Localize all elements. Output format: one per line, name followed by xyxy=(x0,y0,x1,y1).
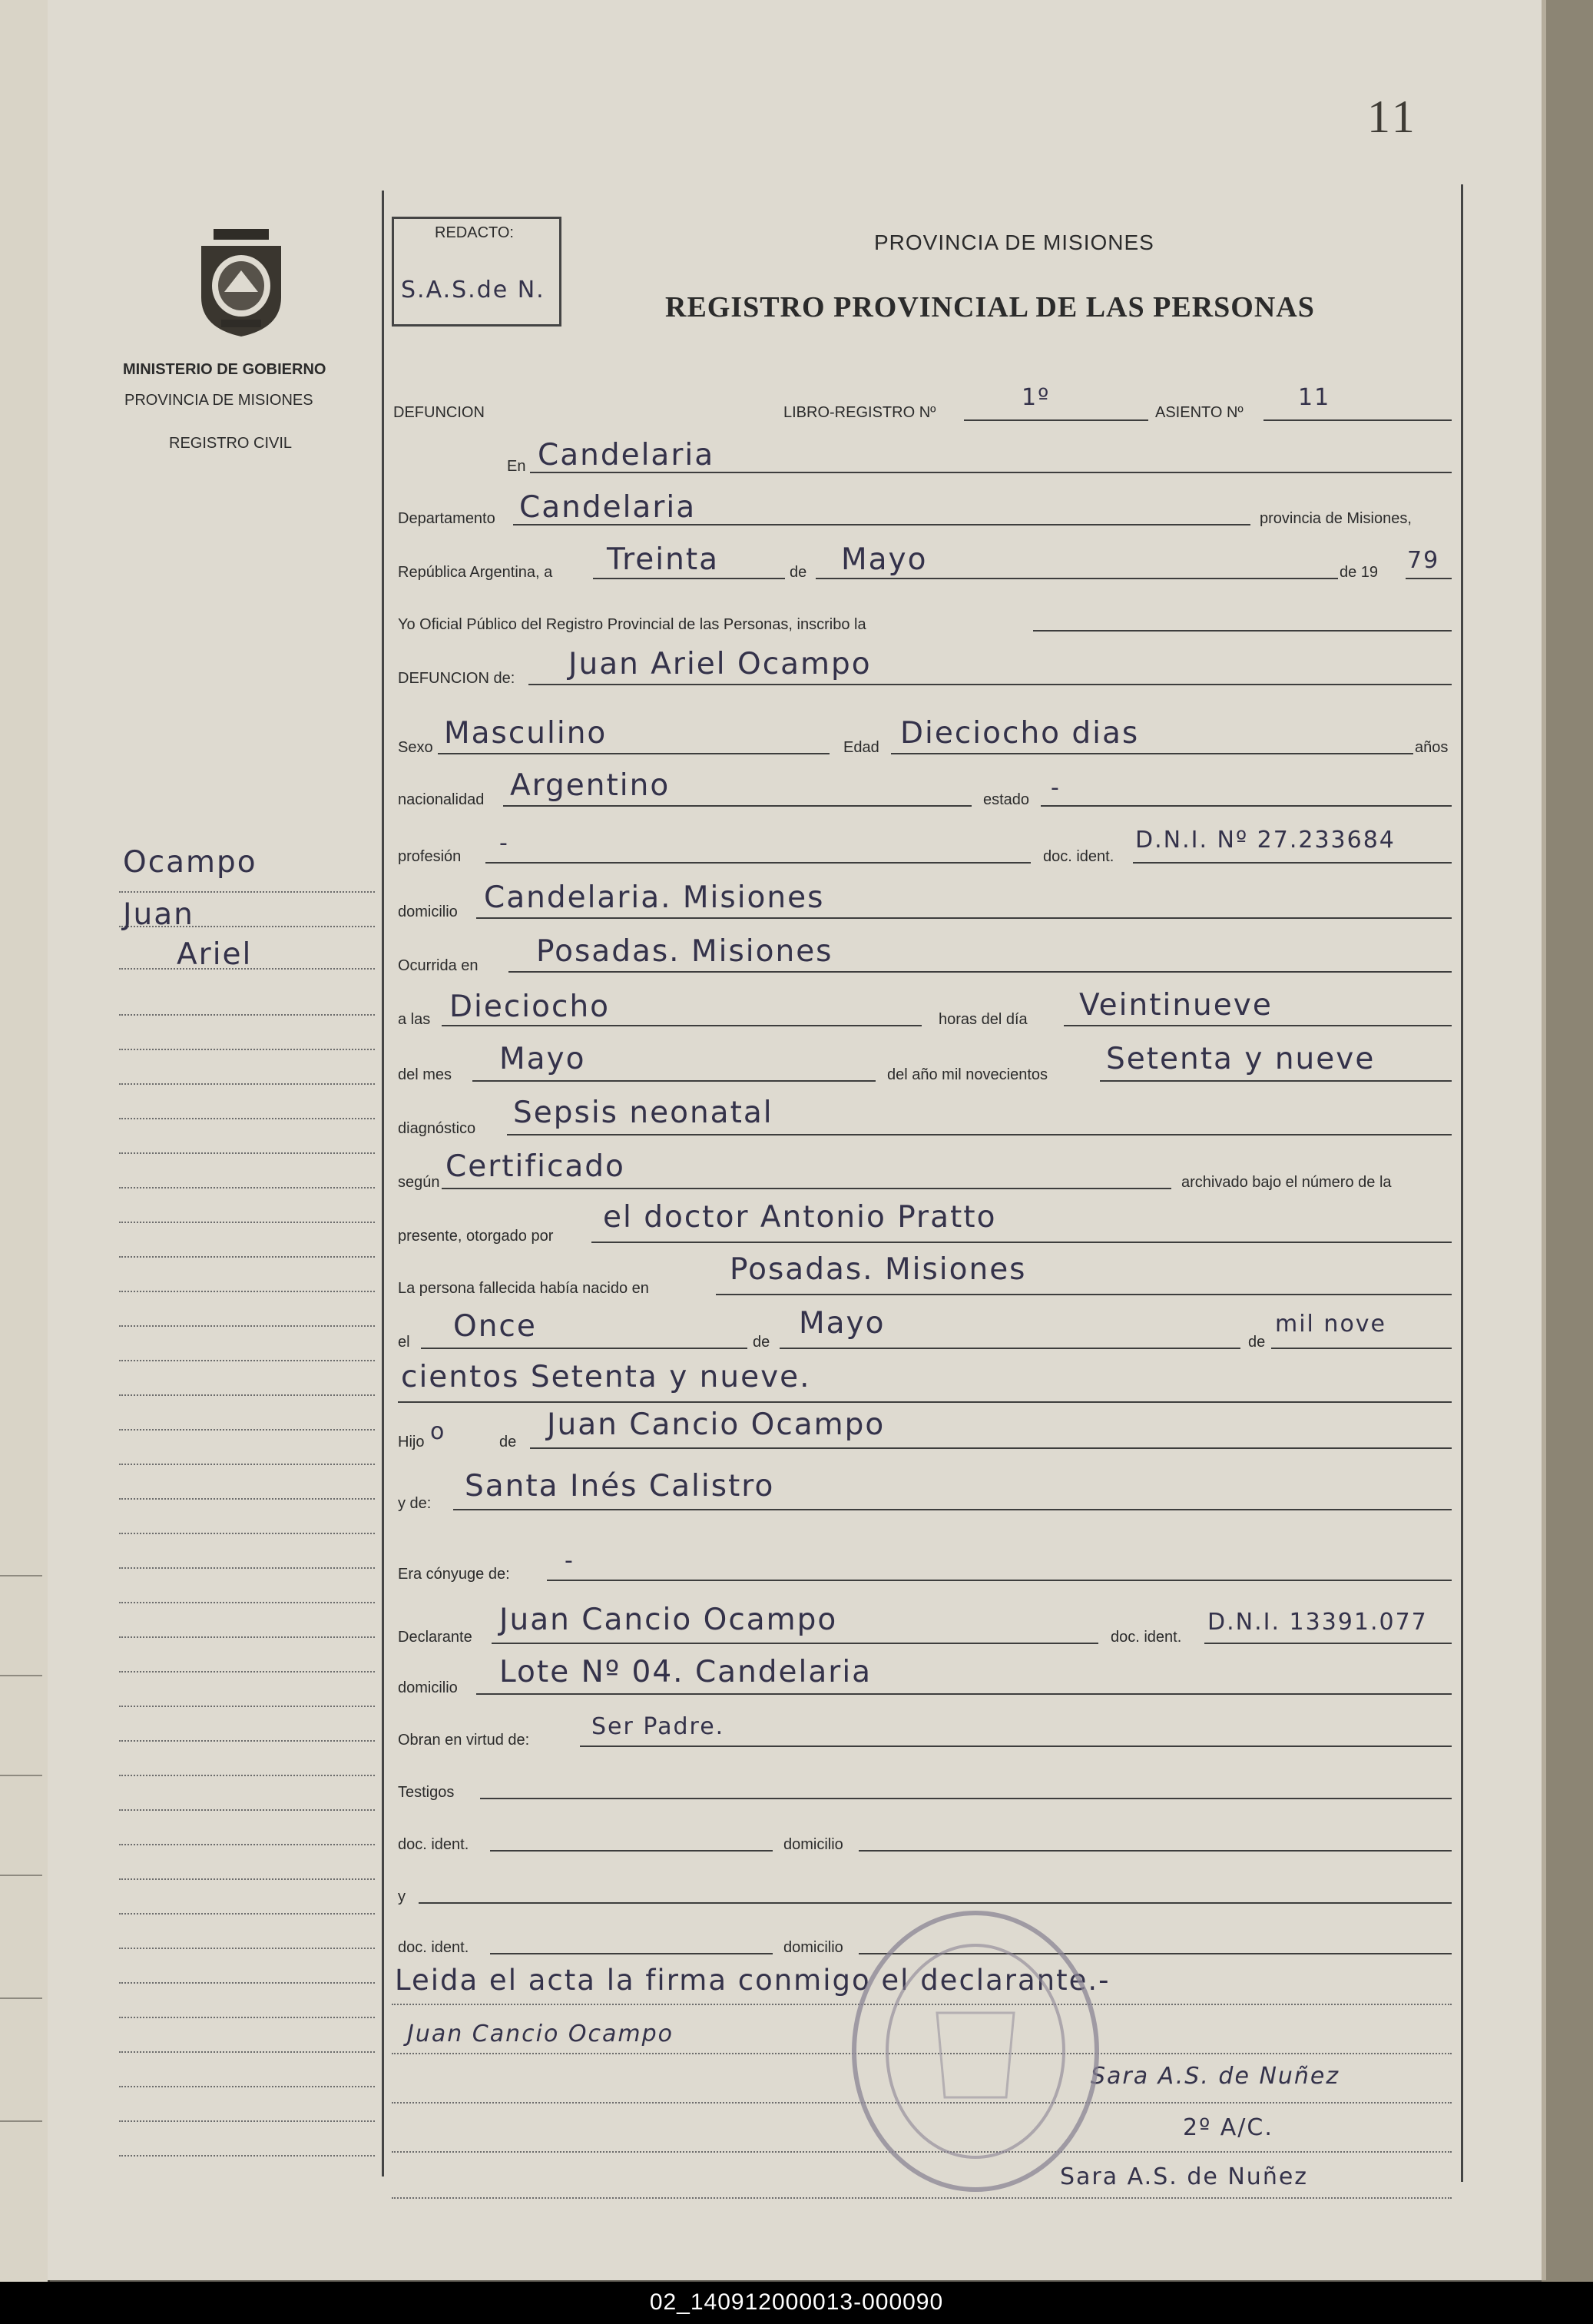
value-ano: 79 xyxy=(1407,547,1440,574)
signature-declarant: Juan Cancio Ocampo xyxy=(407,2021,674,2047)
label-yo-oficial: Yo Oficial Público del Registro Provincial de las Personas, inscribo la xyxy=(398,616,866,633)
margin-firstname: Juan xyxy=(123,897,194,932)
label-nac-de: de xyxy=(753,1334,770,1351)
label-horas-del-dia: horas del día xyxy=(939,1011,1028,1028)
value-mes: Mayo xyxy=(841,542,928,577)
label-departamento: Departamento xyxy=(398,510,495,527)
value-nac-ano-1: mil nove xyxy=(1275,1311,1387,1338)
label-defuncion-de: DEFUNCION de: xyxy=(398,670,515,687)
province-heading: PROVINCIA DE MISIONES xyxy=(874,230,1154,254)
libro-label: LIBRO-REGISTRO Nº xyxy=(783,404,936,421)
page-number: 11 xyxy=(1367,91,1418,142)
asiento-label: ASIENTO Nº xyxy=(1155,404,1244,421)
label-anos: años xyxy=(1415,739,1449,756)
value-nac-ano-2: cientos Setenta y nueve. xyxy=(401,1360,811,1394)
value-en: Candelaria xyxy=(538,438,715,472)
label-declarante-dom: domicilio xyxy=(398,1679,458,1696)
label-el: el xyxy=(398,1334,410,1351)
libro-value: 1º xyxy=(1022,384,1051,411)
label-republica: República Argentina, a xyxy=(398,564,553,581)
footer-bar xyxy=(0,2282,1593,2324)
label-del-ano: del año mil novecientos xyxy=(887,1066,1048,1083)
label-domicilio: domicilio xyxy=(398,903,458,920)
label-provincia: provincia de Misiones, xyxy=(1260,510,1412,527)
label-archivado: archivado bajo el número de la xyxy=(1181,1174,1392,1191)
asiento-value: 11 xyxy=(1298,384,1331,411)
label-testigo-doc-1: doc. ident. xyxy=(398,1836,469,1853)
value-domicilio: Candelaria. Misiones xyxy=(484,880,825,915)
value-dia: Treinta xyxy=(607,542,720,577)
label-diagnostico: diagnóstico xyxy=(398,1120,476,1137)
value-dia-fallec: Veintinueve xyxy=(1079,988,1273,1023)
label-y: y xyxy=(398,1888,406,1905)
label-edad: Edad xyxy=(843,739,879,756)
label-estado: estado xyxy=(983,791,1030,808)
value-declarante-dom: Lote Nº 04. Candelaria xyxy=(499,1655,873,1689)
margin-middlename: Ariel xyxy=(177,937,253,972)
label-sexo: Sexo xyxy=(398,739,433,756)
value-hora: Dieciocho xyxy=(449,990,611,1024)
value-profesion: - xyxy=(499,830,509,857)
frame-left-line xyxy=(382,191,384,2176)
label-testigo-dom-2: domicilio xyxy=(783,1939,843,1956)
value-otorgado: el doctor Antonio Pratto xyxy=(603,1200,997,1235)
coat-of-arms-icon xyxy=(190,224,292,340)
official-stamp-icon xyxy=(845,1905,1106,2197)
label-en: En xyxy=(507,458,526,475)
closing-text: Leida el acta la firma conmigo el declarante.- xyxy=(395,1964,1111,1997)
value-doc: D.N.I. Nº 27.233684 xyxy=(1135,827,1396,854)
label-testigo-dom-1: domicilio xyxy=(783,1836,843,1853)
value-departamento: Candelaria xyxy=(519,490,697,525)
value-obran: Ser Padre. xyxy=(591,1713,725,1740)
label-nac-de-2: de xyxy=(1248,1334,1266,1351)
registro-civil: REGISTRO CIVIL xyxy=(169,435,293,452)
label-y-de: y de: xyxy=(398,1495,432,1512)
value-ocurrida: Posadas. Misiones xyxy=(536,934,833,969)
value-declarante: Juan Cancio Ocampo xyxy=(499,1603,838,1637)
value-nombre: Juan Ariel Ocampo xyxy=(568,647,872,681)
value-mes-fallec: Mayo xyxy=(499,1042,586,1076)
value-estado: - xyxy=(1051,774,1061,801)
label-testigos: Testigos xyxy=(398,1784,455,1801)
value-madre: Santa Inés Calistro xyxy=(465,1469,775,1503)
register-page xyxy=(48,0,1546,2280)
footer-id: 02_140912000013-000090 xyxy=(649,2289,944,2315)
official-printed-name: Sara A.S. de Nuñez xyxy=(1060,2163,1309,2190)
value-nacionalidad: Argentino xyxy=(510,768,671,803)
label-de-19: de 19 xyxy=(1340,564,1379,581)
label-a-las: a las xyxy=(398,1011,431,1028)
label-hijo-de: de xyxy=(499,1434,517,1450)
label-obran: Obran en virtud de: xyxy=(398,1732,530,1749)
value-nacido-en: Posadas. Misiones xyxy=(730,1252,1027,1287)
previous-page-edge xyxy=(0,0,50,2282)
redacto-value: S.A.S.de N. xyxy=(401,277,545,303)
label-declarante-doc: doc. ident. xyxy=(1111,1629,1182,1646)
value-padre: Juan Cancio Ocampo xyxy=(547,1407,886,1442)
value-diagnostico: Sepsis neonatal xyxy=(513,1096,773,1130)
official-role: 2º A/C. xyxy=(1183,2114,1273,2141)
registry-heading: REGISTRO PROVINCIAL DE LAS PERSONAS xyxy=(665,291,1315,323)
value-sexo: Masculino xyxy=(444,716,608,751)
label-testigo-doc-2: doc. ident. xyxy=(398,1939,469,1956)
ministry-title: MINISTERIO DE GOBIERNO xyxy=(123,361,326,378)
label-conyuge: Era cónyuge de: xyxy=(398,1566,510,1583)
label-hijo: Hijo xyxy=(398,1434,425,1450)
label-profesion: profesión xyxy=(398,848,462,865)
value-conyuge: - xyxy=(565,1547,575,1574)
redacto-label: REDACTO: xyxy=(435,224,514,241)
ministry-province: PROVINCIA DE MISIONES xyxy=(124,392,313,409)
label-de: de xyxy=(790,564,807,581)
value-edad: Dieciocho dias xyxy=(900,716,1140,751)
value-ano-fallec: Setenta y nueve xyxy=(1106,1042,1376,1076)
label-ocurrida: Ocurrida en xyxy=(398,957,479,974)
value-segun: Certificado xyxy=(445,1149,625,1184)
margin-surname: Ocampo xyxy=(123,845,257,880)
frame-right-line xyxy=(1461,184,1463,2182)
value-declarante-doc: D.N.I. 13391.077 xyxy=(1207,1609,1428,1636)
label-del-mes: del mes xyxy=(398,1066,452,1083)
label-doc-ident: doc. ident. xyxy=(1043,848,1114,865)
label-nacionalidad: nacionalidad xyxy=(398,791,485,808)
value-nac-mes: Mayo xyxy=(799,1306,886,1341)
book-cover-edge xyxy=(1542,0,1593,2282)
record-type-label: DEFUNCION xyxy=(393,404,485,421)
value-nac-dia: Once xyxy=(453,1309,537,1344)
signature-official: Sara A.S. de Nuñez xyxy=(1091,2063,1340,2090)
label-nacido: La persona fallecida había nacido en xyxy=(398,1280,649,1297)
value-hijo-suffix: o xyxy=(430,1418,446,1445)
label-declarante: Declarante xyxy=(398,1629,472,1646)
label-presente: presente, otorgado por xyxy=(398,1228,554,1245)
label-segun: según xyxy=(398,1174,440,1191)
